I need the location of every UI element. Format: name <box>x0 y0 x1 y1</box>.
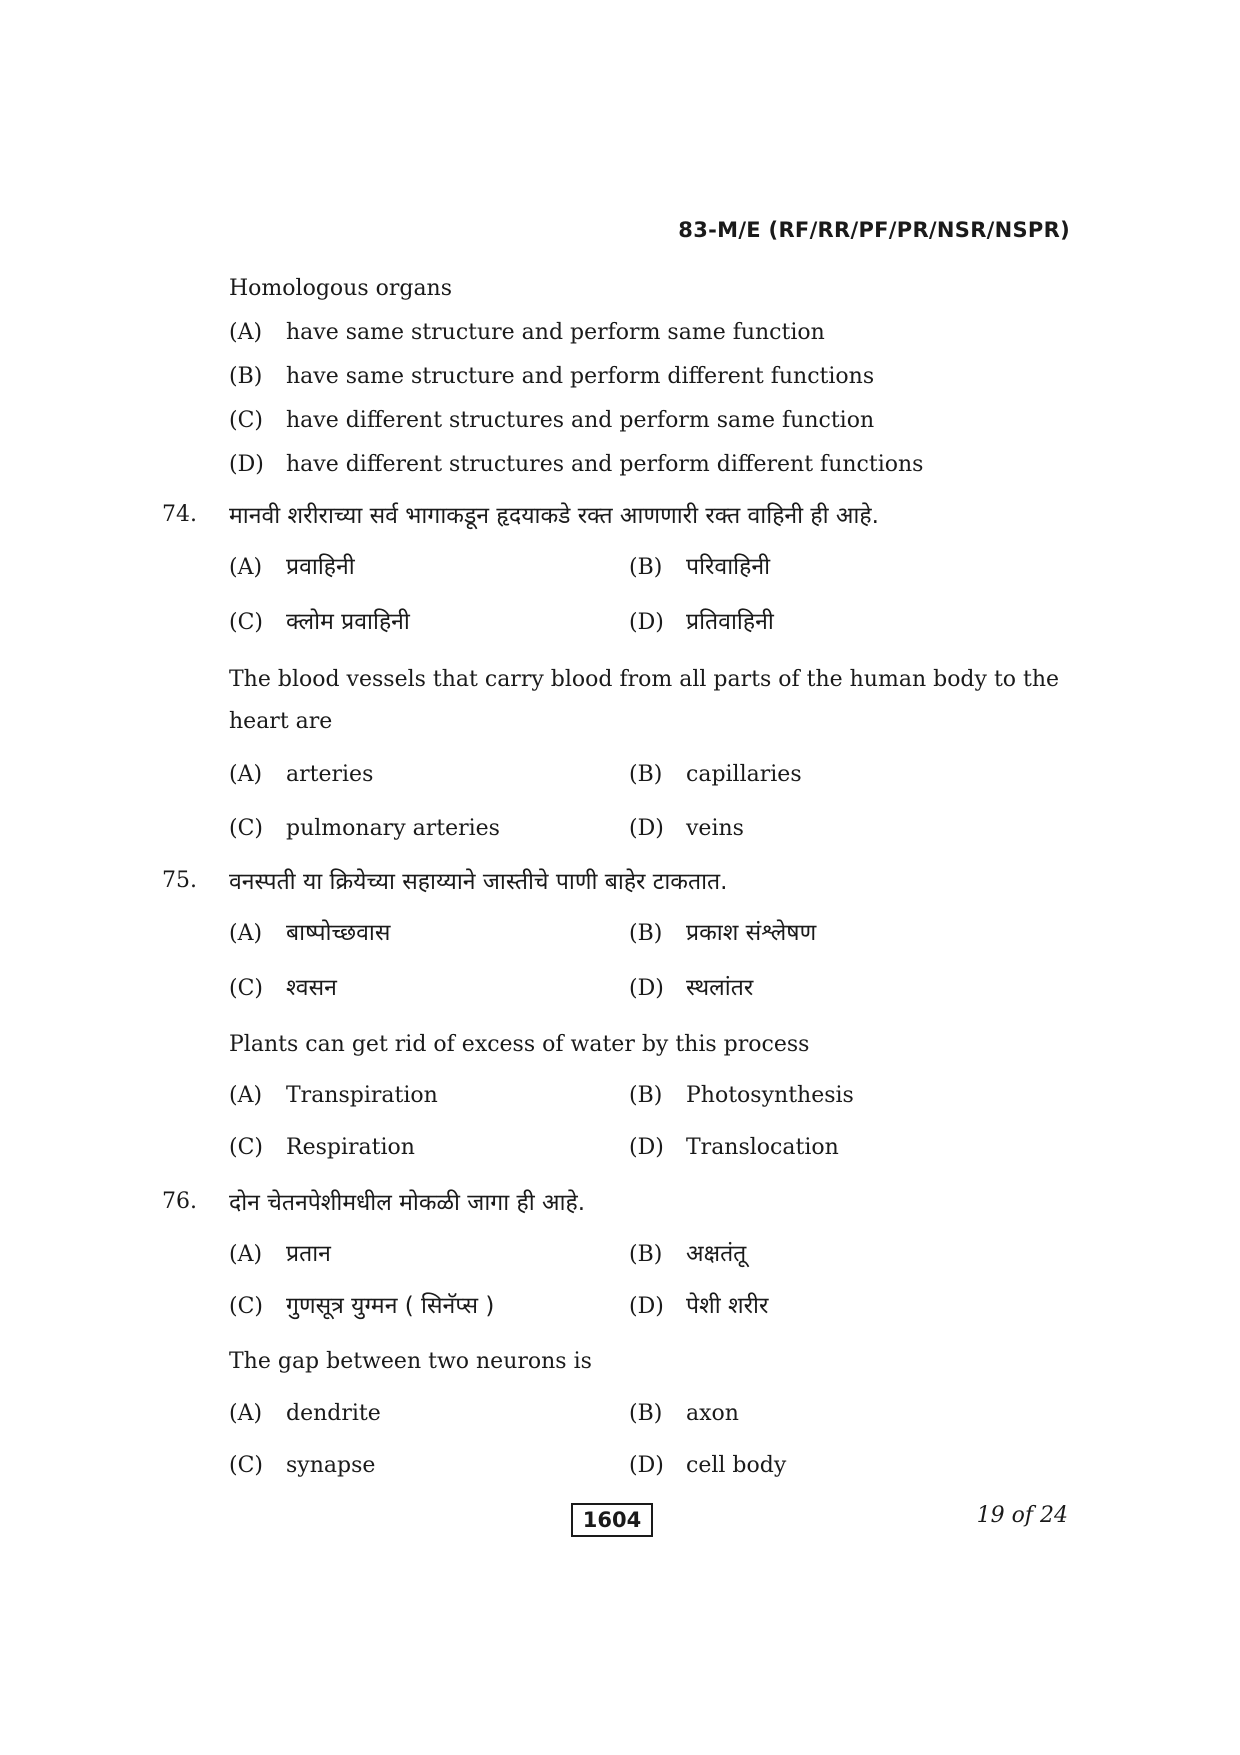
option-text: प्रतिवाहिनी <box>686 609 774 635</box>
option-letter: (A) <box>229 555 263 580</box>
option-letter: (B) <box>629 1401 663 1426</box>
option-text: cell body <box>686 1453 787 1478</box>
option-letter: (D) <box>629 816 664 841</box>
option-text: axon <box>686 1401 739 1426</box>
option-letter: (D) <box>229 452 264 477</box>
q76-marathi-stem: दोन चेतनपेशीमधील मोकळी जागा ही आहे. <box>229 1190 586 1216</box>
option-letter: (B) <box>629 921 663 946</box>
q74-marathi-stem: मानवी शरीराच्या सर्व भागाकडून हृदयाकडे रक्त आणणारी रक्त वाहिनी ही आहे. <box>229 503 879 529</box>
option-text: have same structure and perform different functions <box>286 364 875 389</box>
option-text: परिवाहिनी <box>686 554 771 580</box>
option-text: veins <box>686 816 744 841</box>
option-letter: (B) <box>629 1242 663 1267</box>
option-letter: (C) <box>229 408 263 433</box>
option-letter: (B) <box>229 364 263 389</box>
option-letter: (D) <box>629 610 664 635</box>
page-number: 19 of 24 <box>976 1503 1068 1528</box>
option-text: capillaries <box>686 762 802 787</box>
option-text: प्रकाश संश्लेषण <box>686 920 817 946</box>
q75-marathi-stem: वनस्पती या क्रियेच्या सहाय्याने जास्तीचे पाणी बाहेर टाकतात. <box>229 869 728 895</box>
option-text: arteries <box>286 762 374 787</box>
question-number-75: 75. <box>162 868 197 893</box>
option-text: Photosynthesis <box>686 1083 854 1108</box>
option-text: Respiration <box>286 1135 415 1160</box>
question-number-76: 76. <box>162 1189 197 1214</box>
option-letter: (C) <box>229 610 263 635</box>
q74-en-stem-line2: heart are <box>229 709 333 734</box>
option-text: स्थलांतर <box>686 975 754 1001</box>
option-text: have different structures and perform same function <box>286 408 875 433</box>
q73-en-stem: Homologous organs <box>229 276 453 301</box>
paper-code-footer: 1604 <box>571 1503 653 1537</box>
option-letter: (D) <box>629 1135 664 1160</box>
option-text: pulmonary arteries <box>286 816 500 841</box>
option-text: have same structure and perform same function <box>286 320 825 345</box>
option-text: बाष्पोच्छवास <box>286 920 391 946</box>
option-letter: (A) <box>229 1401 263 1426</box>
option-text: Transpiration <box>286 1083 438 1108</box>
option-text: have different structures and perform different functions <box>286 452 924 477</box>
option-letter: (A) <box>229 762 263 787</box>
option-text: श्वसन <box>286 975 337 1001</box>
option-letter: (B) <box>629 762 663 787</box>
paper-code-header: 83-M/E (RF/RR/PF/PR/NSR/NSPR) <box>678 218 1070 242</box>
option-letter: (D) <box>629 1294 664 1319</box>
option-text: गुणसूत्र युग्मन ( सिनॅप्स ) <box>286 1293 495 1319</box>
option-text: पेशी शरीर <box>686 1293 769 1319</box>
option-letter: (B) <box>629 1083 663 1108</box>
option-text: प्रवाहिनी <box>286 554 355 580</box>
q76-en-stem: The gap between two neurons is <box>229 1349 592 1374</box>
option-text: dendrite <box>286 1401 381 1426</box>
option-text: अक्षतंतू <box>686 1241 747 1267</box>
question-number-74: 74. <box>162 502 197 527</box>
q74-en-stem-line1: The blood vessels that carry blood from all parts of the human body to the <box>229 667 1060 692</box>
option-text: प्रतान <box>286 1241 331 1267</box>
q75-en-stem: Plants can get rid of excess of water by this process <box>229 1032 810 1057</box>
option-letter: (D) <box>629 1453 664 1478</box>
option-letter: (C) <box>229 1453 263 1478</box>
option-letter: (A) <box>229 1242 263 1267</box>
option-letter: (C) <box>229 816 263 841</box>
option-text: क्लोम प्रवाहिनी <box>286 609 410 635</box>
option-letter: (C) <box>229 1135 263 1160</box>
option-letter: (C) <box>229 976 263 1001</box>
option-letter: (A) <box>229 921 263 946</box>
option-letter: (A) <box>229 320 263 345</box>
option-letter: (D) <box>629 976 664 1001</box>
option-letter: (C) <box>229 1294 263 1319</box>
option-letter: (B) <box>629 555 663 580</box>
option-text: Translocation <box>686 1135 839 1160</box>
option-text: synapse <box>286 1453 376 1478</box>
option-letter: (A) <box>229 1083 263 1108</box>
